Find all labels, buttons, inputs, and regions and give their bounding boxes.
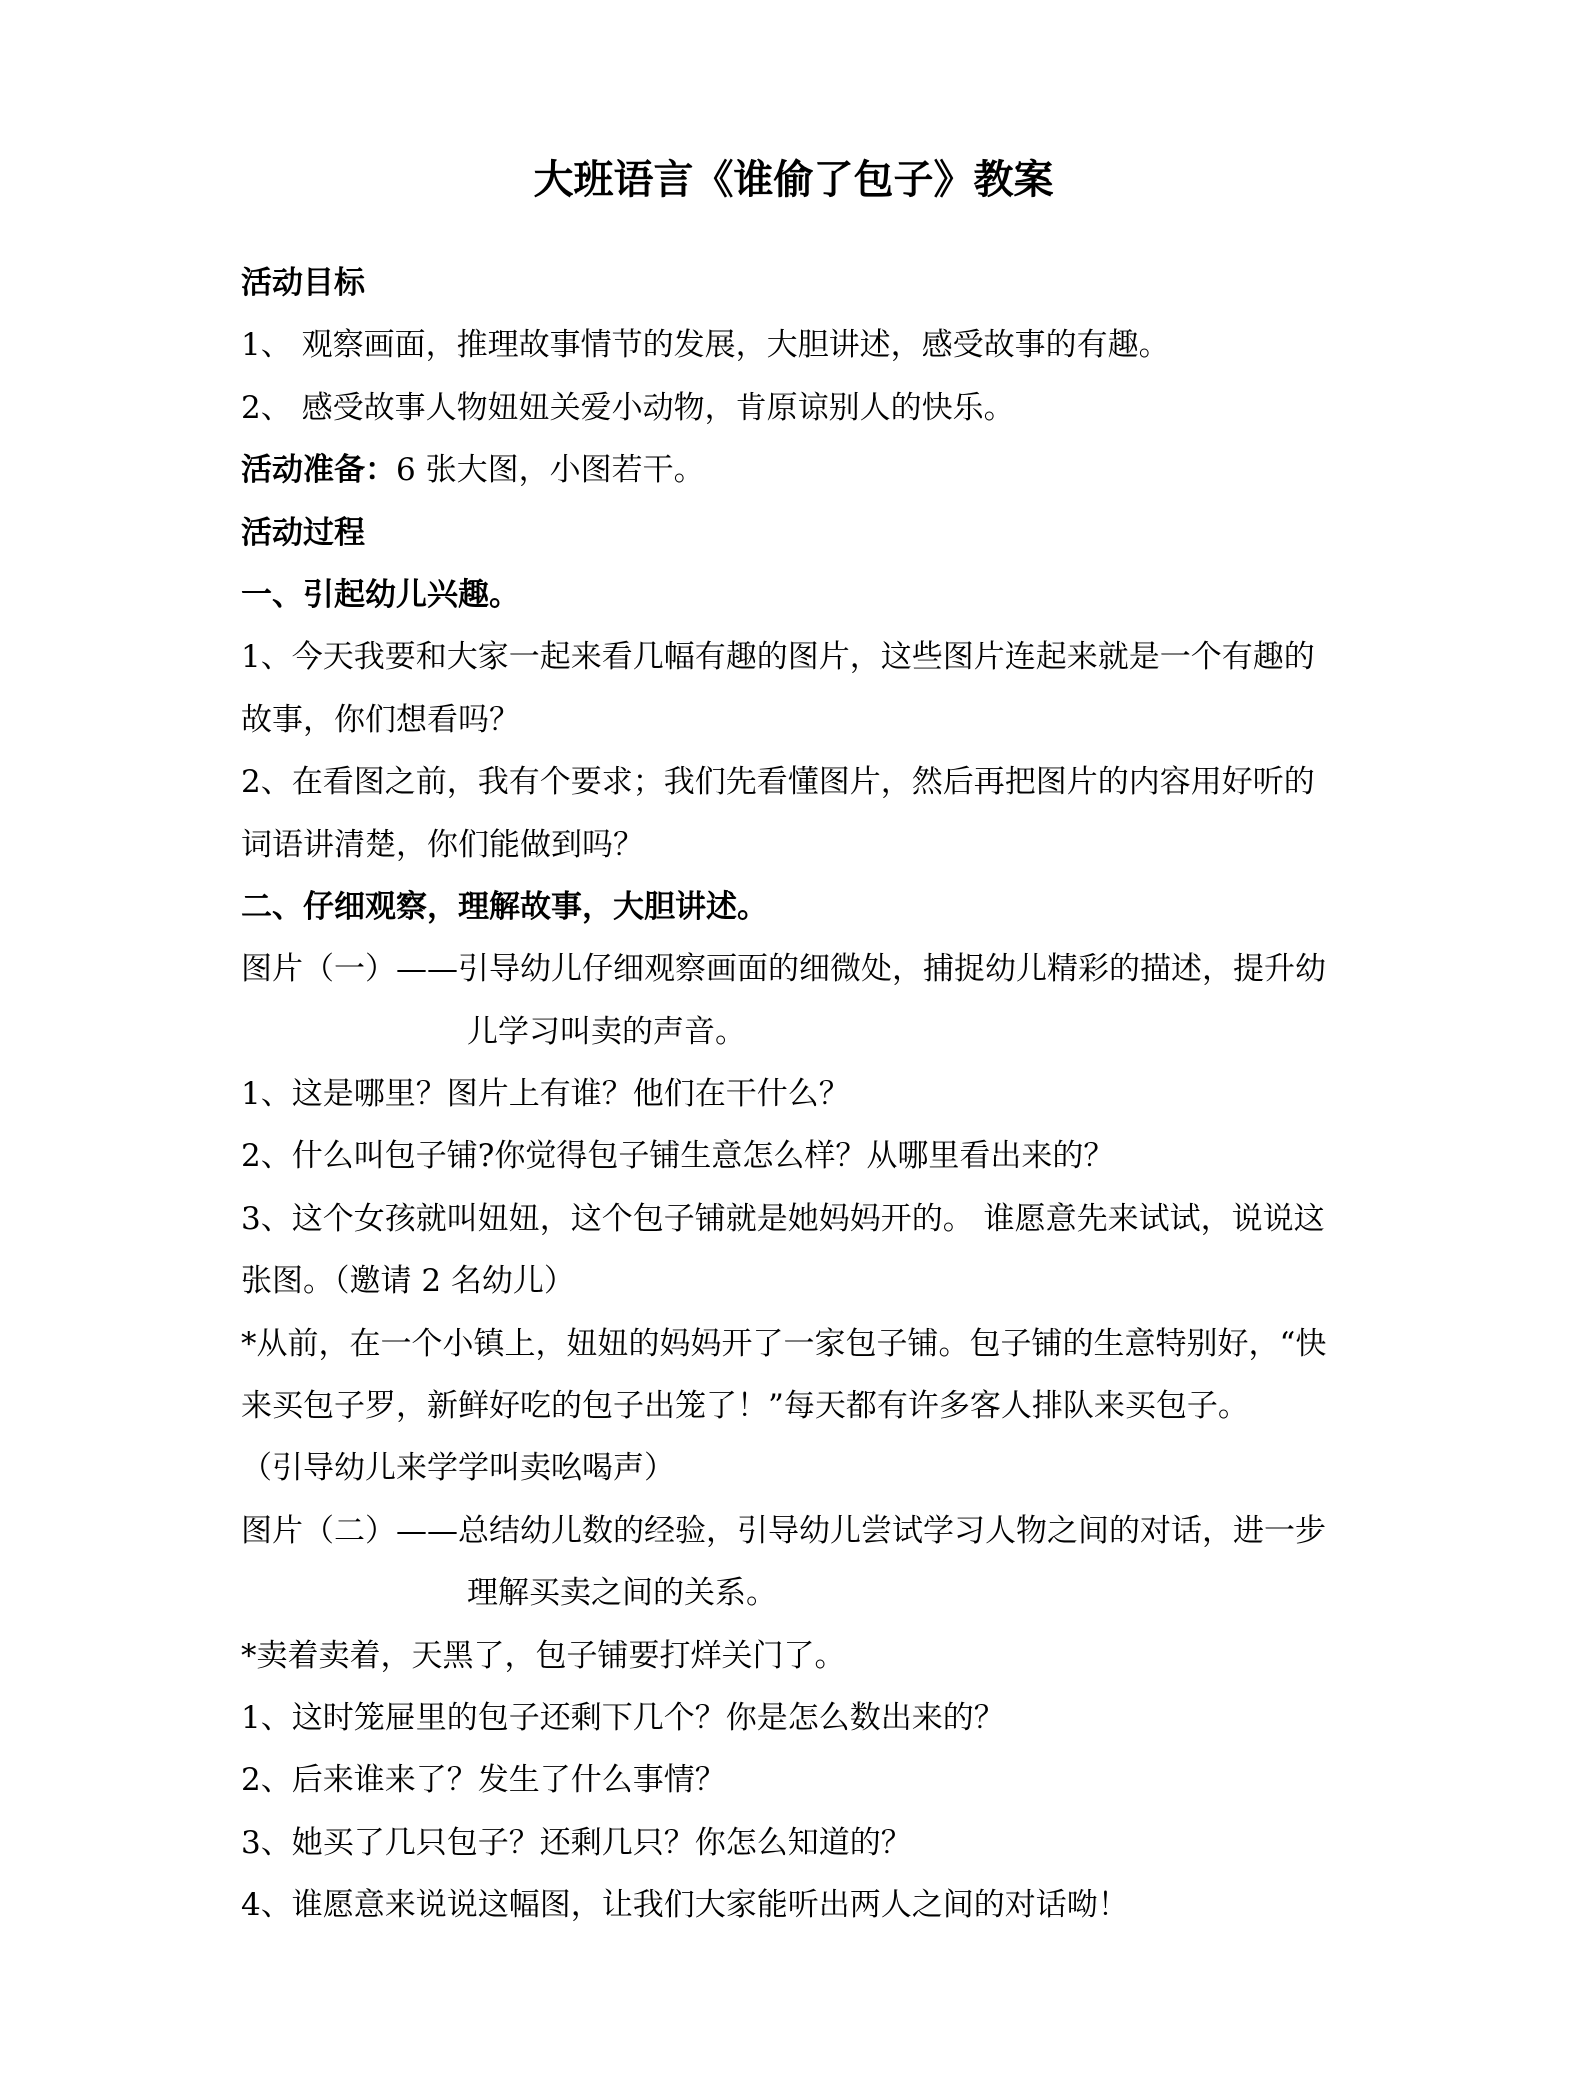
preparation-label: 活动准备：: [241, 452, 396, 489]
picture1-question: 1、这是哪里？图片上有谁？他们在干什么？: [241, 1076, 850, 1113]
picture2-question: 4、谁愿意来说说这幅图，让我们大家能听出两人之间的对话呦！: [241, 1887, 1129, 1924]
document-body: [241, 252, 1361, 1937]
picture2-description-continued: 理解买卖之间的关系。: [467, 1575, 777, 1612]
part1-line: 2、在看图之前，我有个要求；我们先看懂图片，然后再把图片的内容用好听的: [241, 764, 1315, 801]
picture1-question: 2、什么叫包子铺?你觉得包子铺生意怎么样？从哪里看出来的？: [241, 1138, 1115, 1175]
part1-line: 词语讲清楚，你们能做到吗？: [241, 826, 644, 863]
part2-heading: 二、仔细观察，理解故事，大胆讲述。: [241, 888, 768, 925]
document-title: 大班语言《谁偷了包子》教案: [533, 157, 1054, 203]
part1-heading: 一、引起幼儿兴趣。: [241, 576, 520, 613]
preparation-text: 6 张大图，小图若干。: [396, 452, 705, 489]
picture1-note: （引导幼儿来学学叫卖吆喝声）: [241, 1450, 675, 1487]
goal-item: 1、 观察画面，推理故事情节的发展，大胆讲述，感受故事的有趣。: [241, 327, 1170, 364]
picture1-description: 图片（一）——引导幼儿仔细观察画面的细微处，捕捉幼儿精彩的描述，提升幼: [241, 951, 1326, 988]
part1-line: 故事，你们想看吗？: [241, 701, 520, 738]
picture2-description: 图片（二）——总结幼儿数的经验，引导幼儿尝试学习人物之间的对话，进一步: [241, 1512, 1326, 1549]
part1-line: 1、今天我要和大家一起来看几幅有趣的图片，这些图片连起来就是一个有趣的: [241, 639, 1315, 676]
picture2-question: 1、这时笼屉里的包子还剩下几个？你是怎么数出来的？: [241, 1699, 1005, 1736]
picture1-story: *从前，在一个小镇上，妞妞的妈妈开了一家包子铺。包子铺的生意特别好，“快: [241, 1325, 1327, 1362]
preparation-line: [241, 439, 1361, 501]
picture1-question: 3、这个女孩就叫妞妞，这个包子铺就是她妈妈开的。 谁愿意先来试试，说说这: [241, 1200, 1325, 1237]
picture2-question: 3、她买了几只包子？还剩几只？你怎么知道的？: [241, 1824, 912, 1861]
goal-item: 2、 感受故事人物妞妞关爱小动物，肯原谅别人的快乐。: [241, 389, 1015, 426]
process-heading: 活动过程: [241, 514, 365, 551]
goals-heading: 活动目标: [241, 265, 365, 301]
picture1-question: 张图。（邀请 2 名幼儿）: [241, 1263, 575, 1300]
picture2-question: 2、后来谁来了？发生了什么事情？: [241, 1762, 726, 1799]
picture1-story: 来买包子罗，新鲜好吃的包子出笼了！”每天都有许多客人排队来买包子。: [241, 1388, 1249, 1425]
picture1-description-continued: 儿学习叫卖的声音。: [467, 1013, 746, 1050]
picture2-story: *卖着卖着，天黑了，包子铺要打烊关门了。: [241, 1637, 846, 1674]
